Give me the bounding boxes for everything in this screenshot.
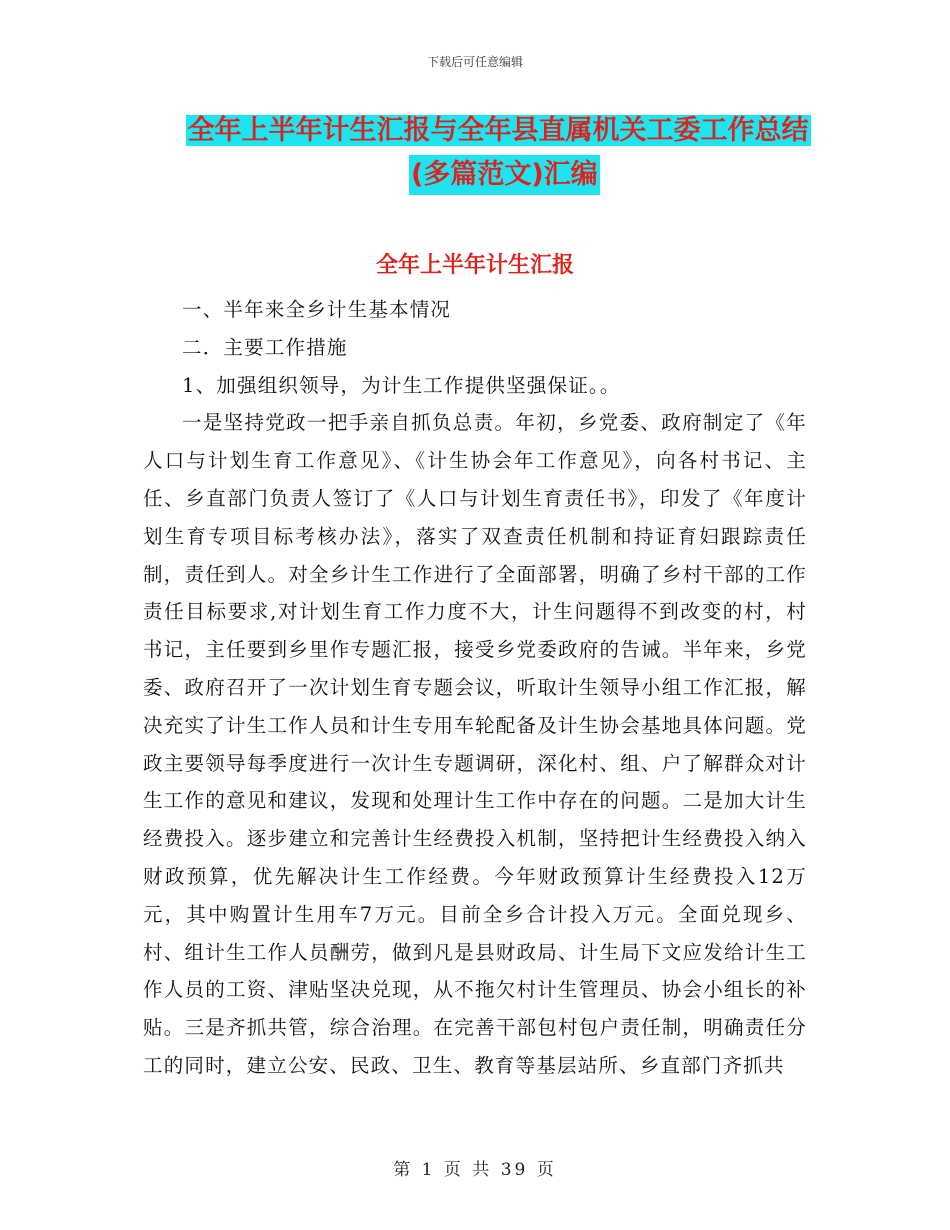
paragraph-body: 一是坚持党政一把手亲自抓负总责。年初，乡党委、政府制定了《年人口与计划生育工作意见》、《计生协会年工作意见》，向各村书记、主任、乡直部门负责人签订了《人口与计划生育责任书》，印发了《年度计划生育专项目标考核办法》，落实了双查责任机制和持证育妇跟踪责任制，责任到人。对全乡计生工作进行了全面部署，明确了乡村干部的工作责任目标要求,对计划生育工作力度不大，计生问题得不到改变的村，村书记，主任要到乡里作专题汇报，接受乡党委政府的告诫。半年来，乡党委、政府召开了一次计划生育专题会议，听取计生领导小组工作汇报，解决充实了计生工作人员和计生专用车轮配备及计生协会基地具体问题。党政主要领导每季度进行一次计生专题调研，深化村、组、户了解群众对计生工作的意见和建议，发现和处理计生工作中存在的问题。二是加大计生经费投入。逐步建立和完善计生经费投入机制，坚持把计生经费投入纳入财政预算，优先解决计生工作经费。今年财政预算计生经费投入12万元，其中购置计生用车7万元。目前全乡合计投入万元。全面兑现乡、村、组计生工作人员酬劳，做到凡是县财政局、计生局下文应发给计生工作人员的工资、津贴坚决兑现，从不拖欠村计生管理员、协会小组长的补贴。三是齐抓共管，综合治理。在完善干部包村包户责任制，明确责任分工的同时，建立公安、民政、卫生、教育等基层站所、乡直部门齐抓共 [143, 411, 807, 1077]
document-title-text-1: 全年上半年计生汇报与全年县直属机关工委工作总结 [187, 115, 809, 146]
paragraph-item-1: 1、加强组织领导，为计生工作提供坚强保证。。 [182, 373, 621, 397]
paragraph-heading-2: 二．主要工作措施 [182, 335, 348, 359]
document-body [143, 291, 807, 1085]
page-footer: 第 1 页 共 39 页 [393, 1160, 557, 1180]
document-title-line-1 [0, 111, 950, 151]
section-heading: 全年上半年计生汇报 [375, 253, 574, 278]
header-note: 下载后可任意编辑 [426, 55, 523, 69]
document-title-text-2: (多篇范文)汇编 [409, 155, 600, 195]
paragraph-heading-1: 一、半年来全乡计生基本情况 [182, 298, 452, 321]
